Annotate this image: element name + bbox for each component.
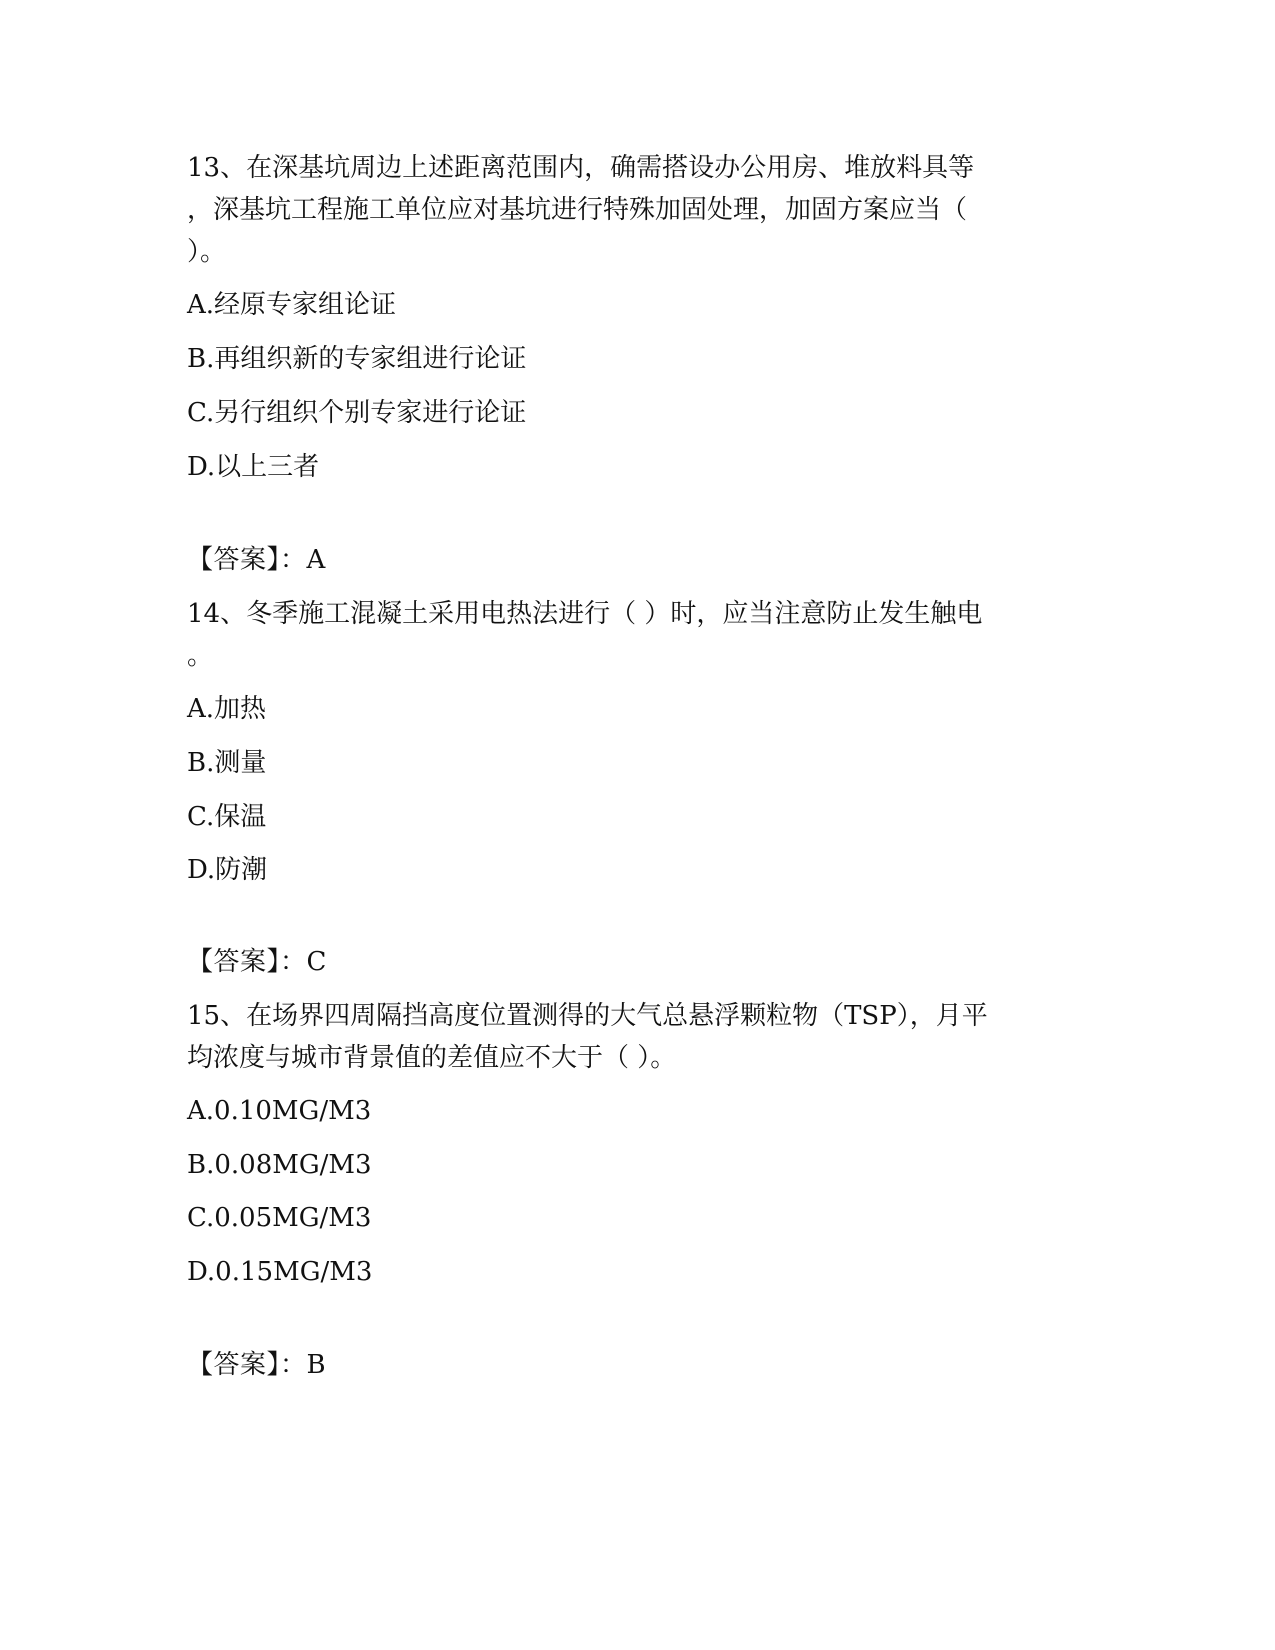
question-stem-line: ，深基坑工程施工单位应对基坑进行特殊加固处理，加固方案应当（ [187, 195, 968, 225]
question-stem-line: 13、在深基坑周边上述距离范围内，确需搭设办公用房、堆放料具等 [187, 153, 975, 183]
option-c: C.另行组织个别专家进行论证 [187, 398, 527, 428]
option-a: A.加热 [187, 694, 267, 724]
question-stem-line: 均浓度与城市背景值的差值应不大于（ ）。 [187, 1043, 677, 1073]
option-d: D.0.15MG/M3 [187, 1257, 373, 1287]
option-b: B.0.08MG/M3 [187, 1150, 372, 1180]
option-d: D.防潮 [187, 855, 268, 885]
question-stem-line: 。 [187, 641, 214, 671]
option-a: A.0.10MG/M3 [187, 1096, 372, 1126]
option-b: B.再组织新的专家组进行论证 [187, 344, 527, 374]
option-d: D.以上三者 [187, 452, 320, 482]
question-stem-line: 15、在场界四周隔挡高度位置测得的大气总悬浮颗粒物（TSP），月平 [187, 1001, 988, 1031]
answer-line: 【答案】：C [187, 947, 327, 977]
option-c: C.保温 [187, 802, 267, 832]
option-b: B.测量 [187, 748, 267, 778]
option-a: A.经原专家组论证 [187, 290, 397, 320]
question-stem-line: ）。 [187, 237, 227, 267]
answer-line: 【答案】：B [187, 1350, 327, 1380]
option-c: C.0.05MG/M3 [187, 1203, 372, 1233]
answer-line: 【答案】：A [187, 545, 326, 575]
question-stem-line: 14、冬季施工混凝土采用电热法进行（ ）时，应当注意防止发生触电 [187, 599, 983, 629]
